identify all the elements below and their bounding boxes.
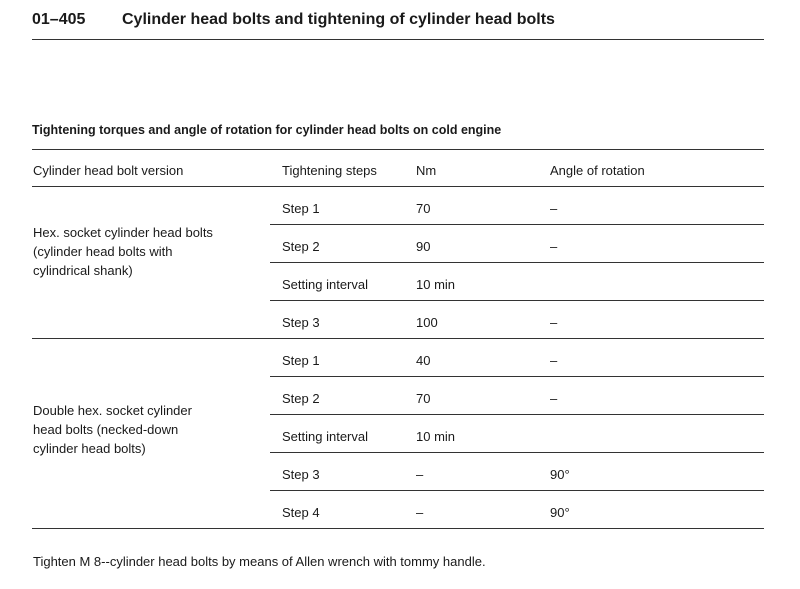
angle-cell: – xyxy=(550,239,558,254)
step-cell: Step 1 xyxy=(282,201,320,216)
nm-cell: 10 min xyxy=(416,277,456,292)
version-label-line: head bolts (necked-down xyxy=(33,422,179,437)
row-divider xyxy=(270,490,764,491)
row-divider xyxy=(270,262,764,263)
angle-cell: 90° xyxy=(550,505,570,520)
version-label-line: (cylinder head bolts with xyxy=(33,244,173,259)
column-header-version: Cylinder head bolt version xyxy=(33,163,184,178)
step-cell: Step 2 xyxy=(282,239,320,254)
step-cell: Setting interval xyxy=(282,429,368,444)
angle-cell: 90° xyxy=(550,467,570,482)
version-label-line: cylinder head bolts) xyxy=(33,441,146,456)
row-divider xyxy=(270,414,764,415)
group-divider xyxy=(32,338,764,339)
nm-cell: 10 min xyxy=(416,429,456,444)
version-label-line: Double hex. socket cylinder xyxy=(33,403,192,418)
page-number: 01–405 xyxy=(32,11,86,28)
nm-cell: 70 xyxy=(416,391,431,406)
angle-cell: – xyxy=(550,315,558,330)
step-cell: Step 1 xyxy=(282,353,320,368)
page-title: Cylinder head bolts and tightening of cylinder head bolts xyxy=(122,11,555,28)
nm-cell: – xyxy=(416,505,424,520)
nm-cell: 40 xyxy=(416,353,431,368)
table-caption: Tightening torques and angle of rotation for cylinder head bolts on cold engine xyxy=(32,123,764,150)
nm-cell: – xyxy=(416,467,424,482)
step-cell: Step 3 xyxy=(282,315,320,330)
column-header-steps: Tightening steps xyxy=(282,163,377,178)
version-label-line: cylindrical shank) xyxy=(33,263,133,278)
angle-cell: – xyxy=(550,391,558,406)
row-divider xyxy=(270,300,764,301)
page-header xyxy=(32,10,764,40)
version-label-line: Hex. socket cylinder head bolts xyxy=(33,225,213,240)
step-cell: Step 4 xyxy=(282,505,320,520)
angle-cell: – xyxy=(550,353,558,368)
nm-cell: 100 xyxy=(416,315,438,330)
row-divider xyxy=(270,376,764,377)
step-cell: Step 2 xyxy=(282,391,320,406)
header-divider xyxy=(32,186,764,187)
column-header-nm: Nm xyxy=(416,163,437,178)
footnote: Tighten M 8--cylinder head bolts by means of Allen wrench with tommy handle. xyxy=(33,554,486,569)
row-divider xyxy=(270,452,764,453)
table-bottom-rule xyxy=(32,528,764,529)
row-divider xyxy=(270,224,764,225)
step-cell: Setting interval xyxy=(282,277,368,292)
column-header-angle: Angle of rotation xyxy=(550,163,645,178)
step-cell: Step 3 xyxy=(282,467,320,482)
nm-cell: 90 xyxy=(416,239,431,254)
angle-cell: – xyxy=(550,201,558,216)
nm-cell: 70 xyxy=(416,201,431,216)
